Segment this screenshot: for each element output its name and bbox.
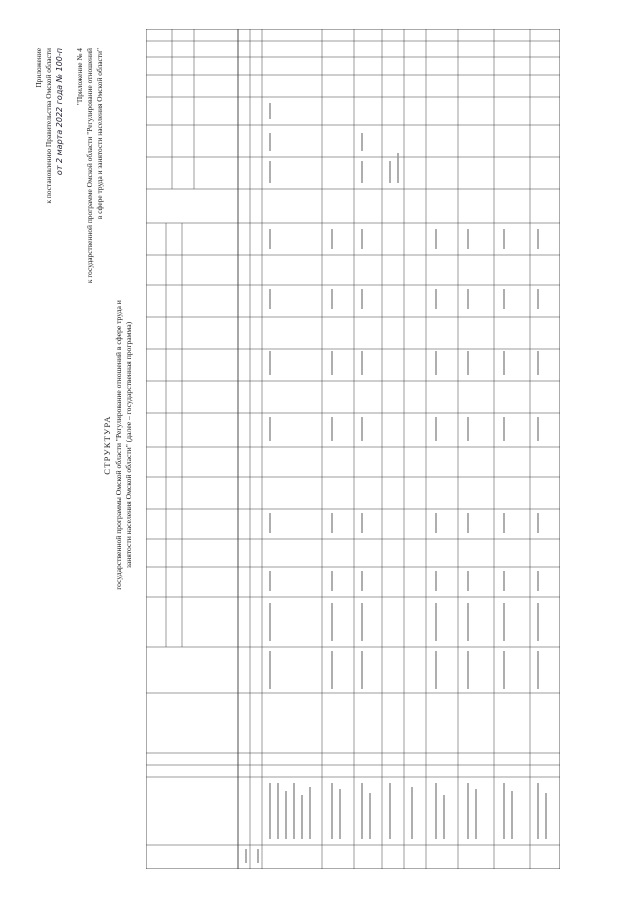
appendix-to: к постановлению Правительства Омской области xyxy=(43,48,53,204)
document-title: СТРУКТУРА xyxy=(102,415,112,475)
title-block xyxy=(102,165,134,725)
signature-line: от 2 марта 2022 года № 100-п xyxy=(54,48,64,176)
title-line-2: государственной программы Омской области "Регулирование отношений в сфере труда и xyxy=(113,300,123,590)
program-ref-2: в сфере труда и занятости населения Омской области" xyxy=(94,48,104,220)
structure-table-grid xyxy=(146,29,560,869)
header-block xyxy=(34,48,104,408)
program-ref-1: к государственной программе Омской области "Регулирование отношений xyxy=(84,48,94,284)
table-border xyxy=(146,29,560,869)
title-line-3: занятости населения Омской области" (далее – государственная программа) xyxy=(123,321,133,569)
program-appendix: "Приложение № 4 xyxy=(75,48,85,106)
appendix-label: Приложение xyxy=(34,48,43,88)
structure-table xyxy=(146,29,560,869)
